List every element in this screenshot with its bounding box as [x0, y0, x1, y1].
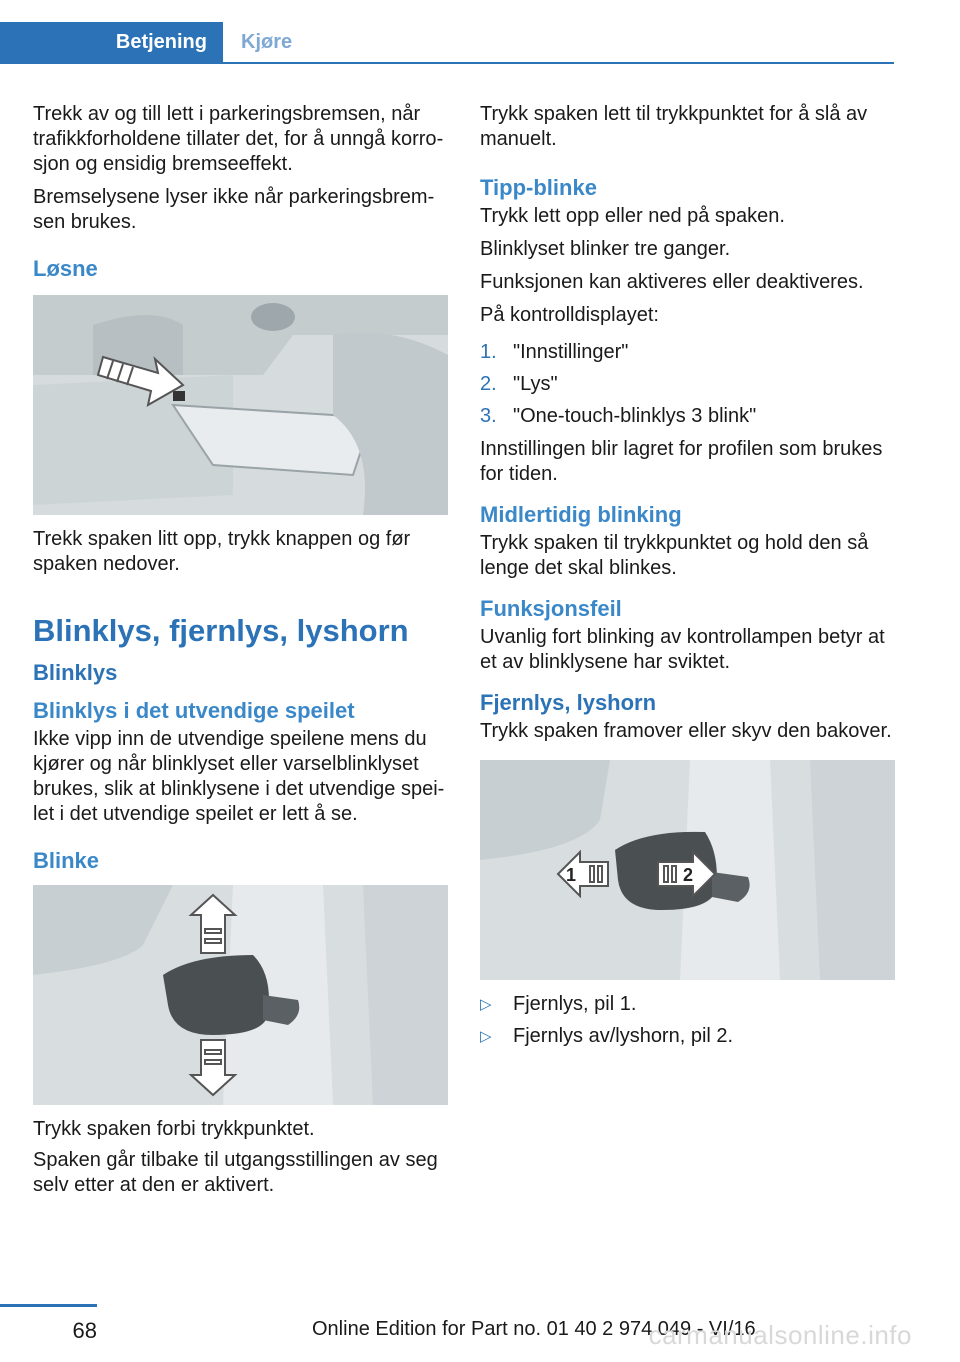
heading-blinklys: Blinklys	[33, 660, 118, 685]
paragraph: Spaken går tilbake til utgangsstillingen av seg selv etter at den er aktivert.	[33, 1149, 438, 1196]
heading-fjernlys-lyshorn: Fjernlys, lyshorn	[480, 690, 657, 715]
paragraph: Uvanlig fort blinking av kontrollampen betyr at et av blinklysene har sviktet.	[480, 626, 885, 673]
paragraph: Trykk spaken lett til trykkpunktet for å slå av manuelt.	[480, 103, 868, 150]
paragraph: Trykk spaken forbi trykkpunktet.	[33, 1118, 315, 1140]
triangle-marker-icon: ▷	[480, 996, 492, 1013]
list-item: ▷ Fjernlys, pil 1.	[480, 993, 637, 1015]
arrow-label-2: 2	[683, 865, 694, 885]
paragraph: På kontrolldisplayet:	[480, 304, 659, 326]
chapter-tab-bar	[0, 22, 894, 64]
paragraph: Trykk spaken framover eller skyv den bakover.	[480, 720, 892, 742]
heading-midlertidig-blinking: Midlertidig blinking	[480, 502, 682, 527]
heading-funksjonsfeil: Funksjonsfeil	[480, 596, 622, 621]
section-title: Blinklys, fjernlys, lyshorn	[33, 613, 409, 648]
list-item: ▷ Fjernlys av/lyshorn, pil 2.	[480, 1025, 734, 1047]
triangle-marker-icon: ▷	[480, 1028, 492, 1045]
list-item: 1. "Innstillinger"	[480, 341, 629, 363]
arrow-label-1: 1	[566, 865, 577, 885]
paragraph: Funksjonen kan aktiveres eller deaktiveres.	[480, 271, 864, 293]
paragraph: Trykk lett opp eller ned på spaken.	[480, 205, 785, 227]
edition-note: Online Edition for Part no. 01 40 2 974 049 - VI/16	[312, 1318, 756, 1340]
right-column	[480, 102, 896, 1057]
parking-brake-illustration	[33, 295, 448, 515]
paragraph: Blinklyset blinker tre ganger.	[480, 238, 731, 260]
menu-steps-list	[480, 340, 896, 429]
paragraph: Ikke vipp inn de utvendige speilene mens du kjører og når blinklyset eller varselblinklyset brukes, slik at blinklysene i det utvendige speilet i det utvendige speilet er lett å se.	[33, 728, 445, 825]
list-item: 2. "Lys"	[480, 373, 558, 395]
heading-tipp-blinke: Tipp-blinke	[480, 175, 597, 200]
footer-rule	[0, 1304, 97, 1307]
page-number: 68	[72, 1318, 97, 1343]
arrow-list	[480, 992, 896, 1049]
paragraph: Trykk spaken til trykkpunktet og hold den så lenge det skal blinkes.	[480, 532, 869, 579]
paragraph: Trekk av og till lett i parkeringsbremsen, når trafikkforholdene tillater det, for å unngå korrosjon og ensidig bremseeffekt.	[33, 103, 444, 175]
tab-betjening[interactable]: Betjening	[0, 22, 223, 62]
heading-losne: Løsne	[33, 256, 98, 281]
high-beam-lever-illustration	[480, 760, 895, 980]
list-item: 3. "One-touch-blinklys 3 blink"	[480, 405, 757, 427]
left-column	[33, 102, 449, 1206]
heading-blinke: Blinke	[33, 848, 100, 873]
paragraph: Innstillingen blir lagret for profilen som brukes for tiden.	[480, 438, 883, 485]
tab-kjore[interactable]: Kjøre	[241, 31, 293, 53]
heading-blinklys-speilet: Blinklys i det utvendige speilet	[33, 698, 355, 723]
paragraph: Bremselysene lyser ikke når parkeringsbremsen brukes.	[33, 186, 435, 233]
watermark: carmanualsonline.info	[648, 1320, 912, 1350]
turn-signal-lever-illustration	[33, 885, 448, 1105]
paragraph: Trekk spaken litt opp, trykk knappen og før spaken nedover.	[33, 528, 411, 575]
